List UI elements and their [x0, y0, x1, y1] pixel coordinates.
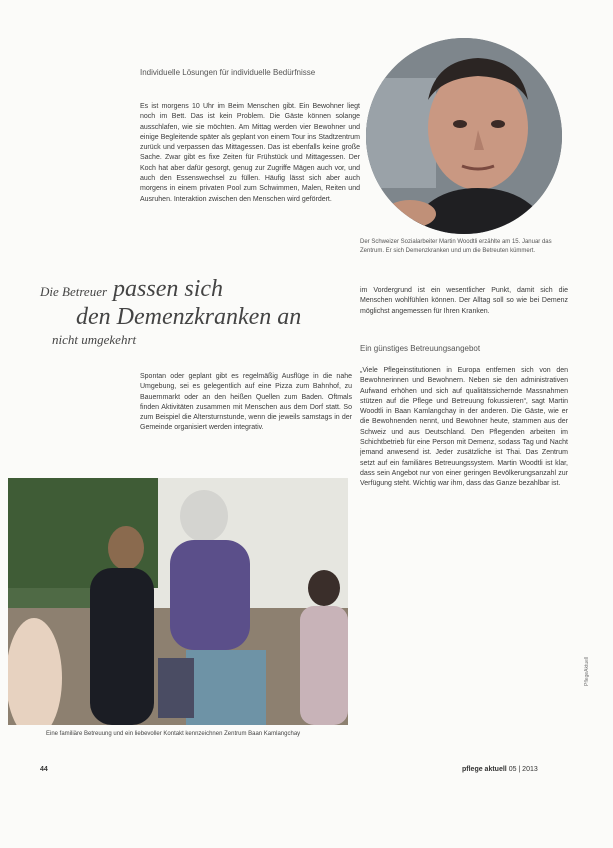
column-2-top-paragraph: im Vordergrund ist ein wesentlicher Punkt, damit sich die Menschen wohlfühlen können. Der Alltag soll so wie bei Demenz möglichst angemessen für Ihren Kranken.	[360, 287, 568, 315]
page-number: 44	[40, 766, 48, 773]
footer-magazine: pflege aktuell	[462, 766, 507, 773]
column-2-main-text: „Viele Pflegeinstitutionen in Europa entfernen sich von den Bewohnerinnen und Bewohnern. Neben sie den administrativen Aufwand erhöhen und sich auf qualitätssichernde Massnahmen stützen auf die Pflege und Betreuung fokussieren“, sagt Martin Woodtli in Baan Kamlangchay in der anderen. Die Gäste, wie er die Bewohnenden nennt, und Bewohner heute, stammen aus der Schweiz und aus Deutschland. Den Pflegenden arbeiten im Schichtbetrieb für eine Person mit Demenz, sodass Tag und Nacht jemand anwesend ist. Jeder zusätzliche ist Thai. Das Zentrum setzt auf ein familiäres Betreuungssystem. Martin Woodtli ist klar, dass sein Angebot nur von einer geringen Bevölkerungsanzahl zur Verfügung steht. Wichtig war ihm, dass das Ganze bezahlbar ist.	[360, 367, 568, 488]
pull-quote-line-2: den Demenzkranken an	[76, 304, 302, 330]
group-photo	[8, 478, 348, 725]
footer-issue: 05 | 2013	[508, 766, 538, 773]
pull-quote-prefix: Die Betreuer	[40, 284, 108, 299]
intro-paragraph: Es ist morgens 10 Uhr im Beim Menschen gibt. Ein Bewohner liegt noch im Bett. Das ist kein Problem. Die Gäste können solange ausschlafen, wie sie möchten. Am Mittag werden vier Bewohner und einige Begleitende später als geplant von einem Tour ins Stadtzentrum zurück und verpassen das Mittagessen. Das ist ebenfalls keine große Sache. Zwar gibt es fixe Zeiten für Frühstück und Mittagessen. Der Koch hat aber dafür gesorgt, genug zur Zugriffe Mägen auch vor, und auch den Essenswechsel zu füllen. Häufig lässt sich aber auch morgens in einem privaten Pool zum Schwimmen, Malen, Reiten und Ausruhen. Interaktion zwischen den Menschen wird gefördert.	[140, 103, 360, 203]
photo-caption: Eine familiäre Betreuung und ein liebevoller Kontakt kennzeichnen Zentrum Baan Kamlangchay	[46, 731, 301, 737]
footer-publication	[462, 766, 538, 773]
portrait-photo	[366, 38, 562, 234]
pull-quote-line-1-text: passen sich	[113, 276, 224, 302]
section-subheading-2: Ein günstiges Betreuungsangebot	[360, 344, 481, 353]
group-photo-illustration	[8, 478, 348, 725]
column-1-middle-paragraph: Spontan oder geplant gibt es regelmäßig Ausflüge in die nahe Umgebung, sei es gelegentlich auf eine Pizza zum Bahnhof, zu Bauernmarkt oder an den heißen Quellen zum Baden. Oftmals finden Aktivitäten zusammen mit Menschen aus dem Dorf statt. So zum Beispiel die Altersturnstunde, wenn die jeweils samstags in der Gemeinde organisiert werden integrativ.	[140, 373, 352, 432]
pull-quote-line-1	[40, 276, 223, 303]
side-label: PflegeAktuell	[584, 656, 590, 686]
pull-quote-line-3: nicht umgekehrt	[52, 332, 137, 347]
portrait-illustration	[366, 38, 562, 234]
portrait-caption: Der Schweizer Sozialarbeiter Martin Woodtli erzählte am 15. Januar das Zentrum. Er sich Demenzkranken und um die Betreuten kümmert.	[360, 239, 552, 254]
section-subheading: Individuelle Lösungen für individuelle Bedürfnisse	[140, 68, 316, 77]
